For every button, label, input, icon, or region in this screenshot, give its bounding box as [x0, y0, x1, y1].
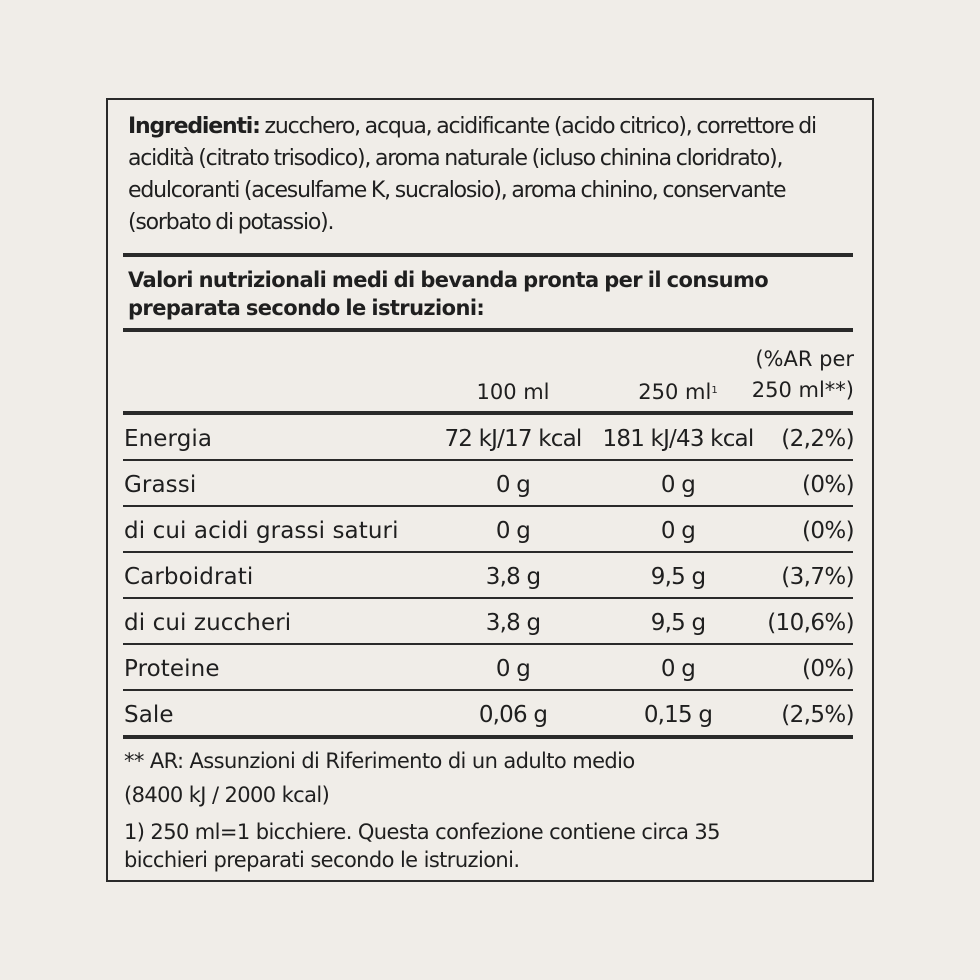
row-name: di cui zuccheri — [124, 610, 292, 636]
table-row — [108, 691, 876, 735]
row-value-ar: (3,7%) — [781, 564, 854, 590]
row-value-100ml: 0 g — [495, 472, 531, 498]
row-value-100ml: 72 kJ/17 kcal — [444, 426, 582, 452]
divider — [123, 328, 853, 332]
nutrition-title: Valori nutrizionali medi di bevanda pronta per il consumo preparata secondo le istruzioni: — [128, 268, 769, 320]
row-value-250ml: 181 kJ/43 kcal — [602, 426, 754, 452]
table-row — [108, 415, 876, 459]
row-value-250ml: 0,15 g — [643, 702, 713, 728]
row-value-ar: (0%) — [801, 518, 854, 544]
ingredients-text: zucchero, acqua, acidificante (acido citrico), correttore di acidità (citrato trisodico), aroma naturale (icluso chinina cloridrato), edulcoranti (acesulfame K, sucralosio), aroma chinino, conservante (sorbato di potassio). — [128, 114, 816, 235]
row-value-100ml: 0 g — [495, 656, 531, 682]
table-row — [108, 507, 876, 551]
footnote-glass — [124, 818, 864, 874]
row-name: Proteine — [124, 656, 220, 682]
divider — [123, 735, 853, 739]
row-value-ar: (2,5%) — [781, 702, 854, 728]
footnote-ar — [124, 746, 864, 810]
table-row — [108, 599, 876, 643]
footnote-glass-line1: 1) 250 ml=1 bicchiere. Questa confezione contiene circa 35 — [124, 820, 720, 844]
table-row — [108, 461, 876, 505]
header-ar-line2: 250 ml**) — [751, 378, 854, 402]
divider — [123, 253, 853, 257]
row-value-ar: (0%) — [801, 656, 854, 682]
row-value-100ml: 3,8 g — [485, 610, 541, 636]
footnote-glass-line2: bicchieri preparati secondo le istruzioni. — [124, 848, 520, 872]
row-name: Energia — [124, 426, 213, 452]
row-name: di cui acidi grassi saturi — [124, 518, 399, 544]
footnote-ar-line1: ** AR: Assunzioni di Riferimento di un adulto medio — [124, 749, 635, 773]
header-ar — [728, 344, 854, 406]
row-value-250ml: 9,5 g — [650, 564, 706, 590]
row-value-ar: (0%) — [801, 472, 854, 498]
footnote-ar-line2: (8400 kJ / 2000 kcal) — [124, 783, 330, 807]
row-value-250ml: 0 g — [660, 518, 696, 544]
nutrition-label — [106, 98, 874, 882]
header-ar-line1: (%AR per — [755, 347, 854, 371]
table-row — [108, 553, 876, 597]
row-value-ar: (2,2%) — [781, 426, 854, 452]
row-name: Sale — [124, 702, 174, 728]
row-value-ar: (10,6%) — [767, 610, 854, 636]
row-value-250ml: 0 g — [660, 472, 696, 498]
header-250ml-label: 250 ml — [638, 380, 712, 404]
row-name: Carboidrati — [124, 564, 254, 590]
ingredients-paragraph — [128, 111, 856, 239]
row-value-100ml: 0 g — [495, 518, 531, 544]
ingredients-title: Ingredienti: — [128, 114, 260, 139]
row-value-250ml: 0 g — [660, 656, 696, 682]
header-100ml: 100 ml — [476, 380, 550, 404]
row-value-250ml: 9,5 g — [650, 610, 706, 636]
row-value-100ml: 3,8 g — [485, 564, 541, 590]
row-name: Grassi — [124, 472, 197, 498]
row-value-100ml: 0,06 g — [478, 702, 548, 728]
footnote-marker: 1 — [711, 385, 718, 396]
table-row — [108, 645, 876, 689]
